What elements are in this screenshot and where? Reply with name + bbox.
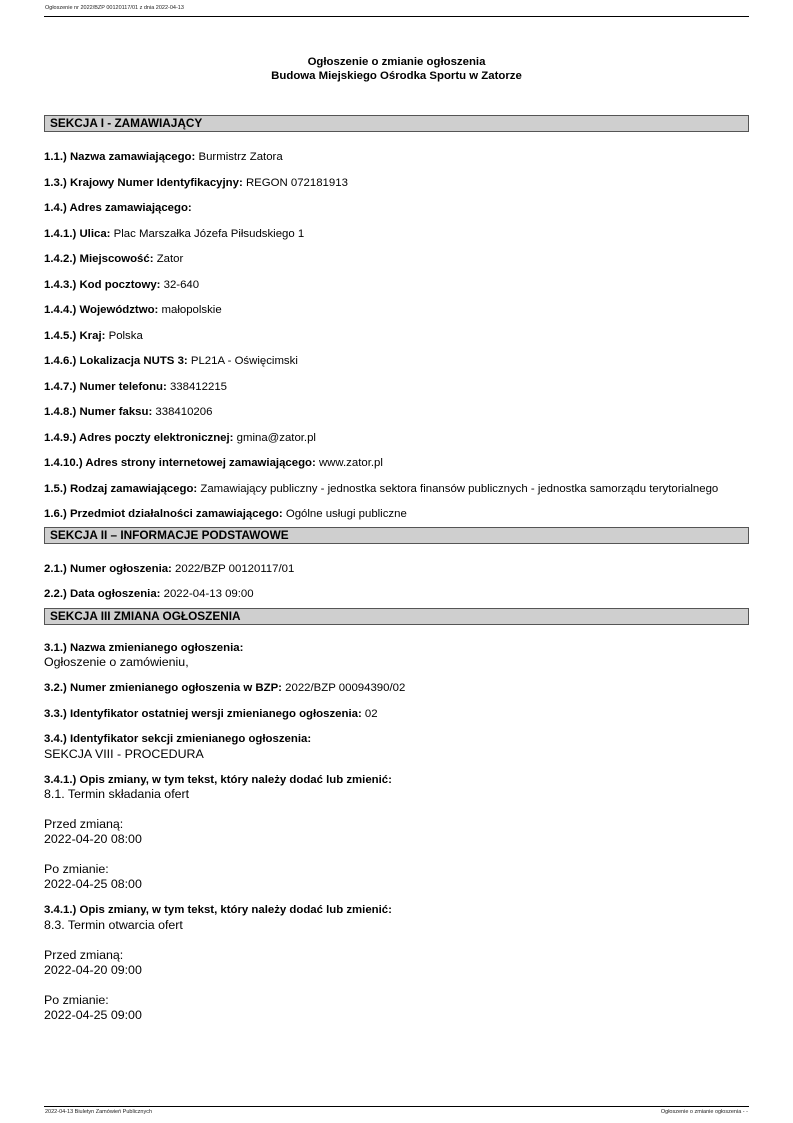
field-3-1-label: 3.1.) Nazwa zmienianego ogłoszenia: (44, 641, 244, 654)
field-label: 1.4.7.) Numer telefonu: (44, 380, 167, 393)
field-label: 1.3.) Krajowy Numer Identyfikacyjny: (44, 176, 243, 189)
field-label: 1.4.2.) Miejscowość: (44, 253, 154, 265)
footer-rule (44, 1106, 749, 1107)
field-1-4-9 (44, 432, 749, 446)
field-1-4-4 (44, 304, 749, 318)
field-label: 1.4.3.) Kod pocztowy: (44, 278, 161, 291)
field-1-4-10 (44, 457, 749, 471)
field-label: 2.1.) Numer ogłoszenia: (44, 562, 172, 575)
field-label: 1.4.10.) Adres strony internetowej zamawiającego: (44, 457, 316, 469)
field-1-4-6 (44, 355, 749, 369)
change-2-before-label: Przed zmianą: (44, 947, 124, 962)
change-2-after-label: Po zmianie: (44, 992, 109, 1007)
footer-left: 2022-04-13 Biuletyn Zamówień Publicznych (45, 1109, 153, 1115)
field-label: 3.2.) Numer zmienianego ogłoszenia w BZP: (44, 682, 282, 694)
title-line-2: Budowa Miejskiego Ośrodka Sportu w Zatorze (271, 70, 522, 82)
field-3-2 (44, 682, 749, 696)
field-value: www.zator.pl (318, 457, 383, 469)
change-1-item: 8.1. Termin składania ofert (44, 787, 190, 801)
field-value: 338410206 (155, 406, 213, 418)
change-1-after-label: Po zmianie: (44, 862, 109, 876)
field-1-4-2 (44, 253, 749, 267)
field-label: 1.4.5.) Kraj: (44, 329, 106, 342)
section-1-heading: SEKCJA I - ZAMAWIAJĄCY (44, 115, 749, 132)
change-2-label: 3.4.1.) Opis zmiany, w tym tekst, który należy dodać lub zmienić: (44, 904, 392, 916)
section-3-heading: SEKCJA III ZMIANA OGŁOSZENIA (44, 608, 749, 625)
field-1-5 (44, 483, 749, 497)
change-1-before-label: Przed zmianą: (44, 817, 124, 831)
field-value: 338412215 (169, 380, 227, 393)
field-label: 1.5.) Rodzaj zamawiającego: (44, 482, 198, 495)
field-1-3 (44, 177, 749, 191)
field-1-4 (44, 202, 749, 216)
change-2-item: 8.3. Termin otwarcia ofert (44, 917, 183, 932)
field-1-1 (44, 151, 749, 165)
running-header: Ogłoszenie nr 2022/BZP 00120117/01 z dnia 2022-04-13 (45, 5, 184, 11)
change-1-label: 3.4.1.) Opis zmiany, w tym tekst, który należy dodać lub zmienić: (44, 773, 392, 786)
field-value: 02 (364, 707, 378, 720)
field-value: Zamawiający publiczny - jednostka sektora finansów publicznych - jednostka samorządu terytorialnego (200, 482, 719, 495)
field-3-1-value: Ogłoszenie o zamówieniu, (44, 655, 189, 669)
field-value: 2022/BZP 00120117/01 (175, 562, 295, 575)
change-1-before-value: 2022-04-20 08:00 (44, 832, 142, 846)
field-label: 1.4.8.) Numer faksu: (44, 406, 153, 418)
field-label: 1.4.1.) Ulica: (44, 227, 111, 240)
field-value: Polska (108, 329, 143, 342)
footer-right: Ogłoszenie o zmianie ogłoszenia - - (660, 1109, 748, 1115)
field-value: PL21A - Oświęcimski (190, 355, 298, 367)
title-line-1: Ogłoszenie o zmianie ogłoszenia (307, 56, 486, 68)
section-2-heading: SEKCJA II – INFORMACJE PODSTAWOWE (44, 527, 749, 544)
field-label: 1.4.4.) Województwo: (44, 304, 159, 316)
field-value: 2022/BZP 00094390/02 (285, 682, 406, 694)
field-2-2 (44, 588, 749, 602)
field-1-4-5 (44, 330, 749, 344)
field-value: Zator (156, 253, 184, 265)
field-label: 3.3.) Identyfikator ostatniej wersji zmienianego ogłoszenia: (44, 707, 362, 720)
field-label: 1.4.9.) Adres poczty elektronicznej: (44, 431, 234, 444)
change-2-after-value: 2022-04-25 09:00 (44, 1007, 142, 1022)
field-2-1 (44, 563, 749, 577)
field-1-4-3 (44, 279, 749, 293)
field-1-4-1 (44, 228, 749, 242)
field-3-3 (44, 708, 749, 722)
field-1-4-8 (44, 406, 749, 420)
field-3-4-value: SEKCJA VIII - PROCEDURA (44, 746, 204, 761)
field-value: 2022-04-13 09:00 (163, 588, 254, 600)
change-1-after-value: 2022-04-25 08:00 (44, 877, 142, 891)
document-body (44, 115, 749, 1023)
document-title (0, 55, 793, 83)
field-value: małopolskie (161, 304, 222, 316)
field-value: Ogólne usługi publiczne (285, 508, 407, 520)
field-value: Burmistrz Zatora (198, 151, 283, 163)
field-value: REGON 072181913 (245, 176, 348, 189)
field-label: 1.1.) Nazwa zamawiającego: (44, 151, 196, 163)
field-label: 1.6.) Przedmiot działalności zamawiającego: (44, 508, 283, 520)
field-1-6 (44, 508, 749, 522)
field-label: 1.4.6.) Lokalizacja NUTS 3: (44, 355, 188, 367)
change-2-before-value: 2022-04-20 09:00 (44, 962, 142, 977)
field-value: 32-640 (163, 278, 200, 291)
field-label: 1.4.) Adres zamawiającego: (44, 202, 192, 214)
header-rule (44, 16, 749, 17)
field-value: gmina@zator.pl (236, 431, 316, 444)
field-1-4-7 (44, 381, 749, 395)
field-label: 2.2.) Data ogłoszenia: (44, 588, 161, 600)
field-3-4-label: 3.4.) Identyfikator sekcji zmienianego ogłoszenia: (44, 733, 312, 745)
field-value: Plac Marszałka Józefa Piłsudskiego 1 (113, 227, 305, 240)
